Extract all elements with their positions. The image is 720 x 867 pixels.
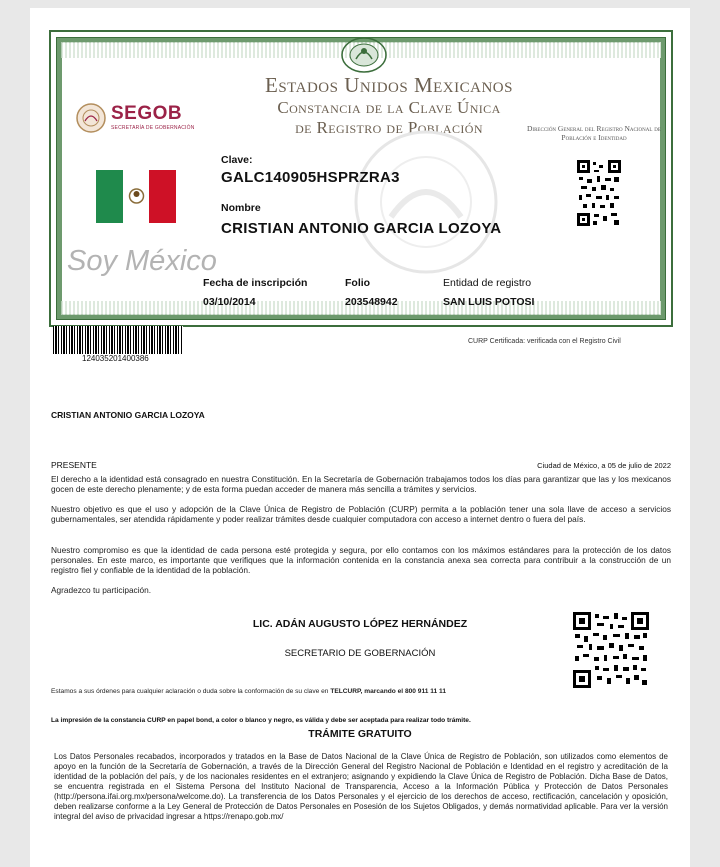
contact-prefix: Estamos a sus órdenes para cualquier aclaración o duda sobre la conformación de su clave en (51, 688, 331, 695)
directorate-label: Dirección General del Registro Nacional de Población e Identidad (527, 124, 661, 142)
soy-mexico-slogan: Soy México (67, 245, 217, 277)
place-date: Ciudad de México, a 05 de julio de 2022 (537, 461, 671, 470)
qr-code-2-icon (573, 612, 649, 688)
barcode-icon (53, 326, 183, 354)
fecha-label: Fecha de inscripción (203, 277, 308, 289)
document-page (30, 8, 690, 867)
nombre-label: Nombre (221, 202, 261, 214)
nombre-value: CRISTIAN ANTONIO GARCIA LOZOYA (221, 220, 502, 237)
header-country: Estados Unidos Mexicanos (265, 73, 513, 97)
curp-certificate (49, 30, 673, 327)
header-title-line2: de Registro de Población (295, 118, 483, 137)
thanks-line: Agradezco tu participación. (51, 585, 152, 595)
header-title-line1: Constancia de la Clave Única (277, 98, 501, 117)
validity-note: La impresión de la constancia CURP en papel bond, a color o blanco y negro, es válida y debe ser aceptada para realizar todo trámite. (51, 717, 471, 724)
certified-note: CURP Certificada: verificada con el Registro Civil (468, 338, 621, 345)
fecha-value: 03/10/2014 (203, 296, 256, 308)
contact-line (51, 688, 446, 695)
segob-logo-text: SEGOB (111, 103, 183, 124)
recipient-name: CRISTIAN ANTONIO GARCIA LOZOYA (51, 410, 205, 420)
presente-label: PRESENTE (51, 460, 97, 470)
paragraph-objective: Nuestro objetivo es que el uso y adopción de la Clave Única de Registro de Población (CURP) permita a la población tener una sola llave de acceso a servicios gubernamentales, ser atendida rápidamente y poder realizar trámites desde cualquier computadora con acceso a internet dentro o fuera del país. (51, 504, 671, 524)
entidad-label: Entidad de registro (443, 277, 532, 289)
entidad-value: SAN LUIS POTOSI (443, 296, 535, 308)
folio-label: Folio (345, 277, 371, 289)
national-seal-icon (339, 35, 389, 75)
clave-value: GALC140905HSPRZRA3 (221, 169, 400, 186)
paragraph-commitment: Nuestro compromiso es que la identidad de cada persona esté protegida y segura, por ello contamos con los máximos estándares para la protección de los datos personales. En este marco, es importante que verifiques que la información contenida en la constancia anexa sea correcta para contribuir a la construcción de un registro fiel y confiable de la identidad de la población. (51, 545, 671, 575)
mexico-flag-icon (96, 170, 176, 223)
segob-shield-icon (75, 102, 107, 134)
signer-title: SECRETARIO DE GOBERNACIÓN (284, 648, 436, 659)
clave-label: Clave: (221, 154, 253, 166)
segob-logo-subtext: SECRETARÍA DE GOBERNACIÓN (111, 125, 195, 131)
privacy-notice: Los Datos Personales recabados, incorporados y tratados en la Base de Datos Nacional de la Clave Única de Registro de Población, son utilizados como elementos de apoyo en la función de la Secretaría de Gobernación, a través de la Dirección General del Registro Nacional de Población e Identidad en el registro y acreditación de la identidad de la población del país, y de los nacionales residentes en el extranjero; asignando y expidiendo la Clave Única de Registro de Población. Dicha Base de Datos, se encuentra registrada en el Sistema Persona del Instituto Nacional de Transparencia, Acceso a la Información Pública y Protección de Datos Personales (http://persona.ifai.org.mx/persona/welcome.do). La transferencia de los Datos Personales y el ejercicio de los derechos de acceso, rectificación, cancelación y oposición, deben realizarse conforme a la Ley General de Protección de Datos Personales en Posesión de los Sujetos Obligados, y demás normatividad aplicable. Para ver la versión integral del aviso de privacidad ingresar a https://renapo.gob.mx/ (54, 752, 668, 821)
free-procedure-title: TRÁMITE GRATUITO (308, 728, 412, 740)
signer-name: LIC. ADÁN AUGUSTO LÓPEZ HERNÁNDEZ (252, 618, 468, 630)
barcode-number: 124035201400386 (82, 354, 149, 363)
qr-code-icon (577, 160, 621, 226)
watermark-seal-icon (351, 127, 501, 277)
paragraph-identity: El derecho a la identidad está consagrado en nuestra Constitución. En la Secretaría de Gobernación trabajamos todos los días para garantizar que las y los mexicanos gocen de este derecho plenamente; y de esta forma puedan acceder de manera más sencilla a trámites y servicios. (51, 474, 671, 494)
folio-value: 203548942 (345, 296, 398, 308)
contact-telcurp: TELCURP, marcando el 800 911 11 11 (330, 688, 447, 695)
